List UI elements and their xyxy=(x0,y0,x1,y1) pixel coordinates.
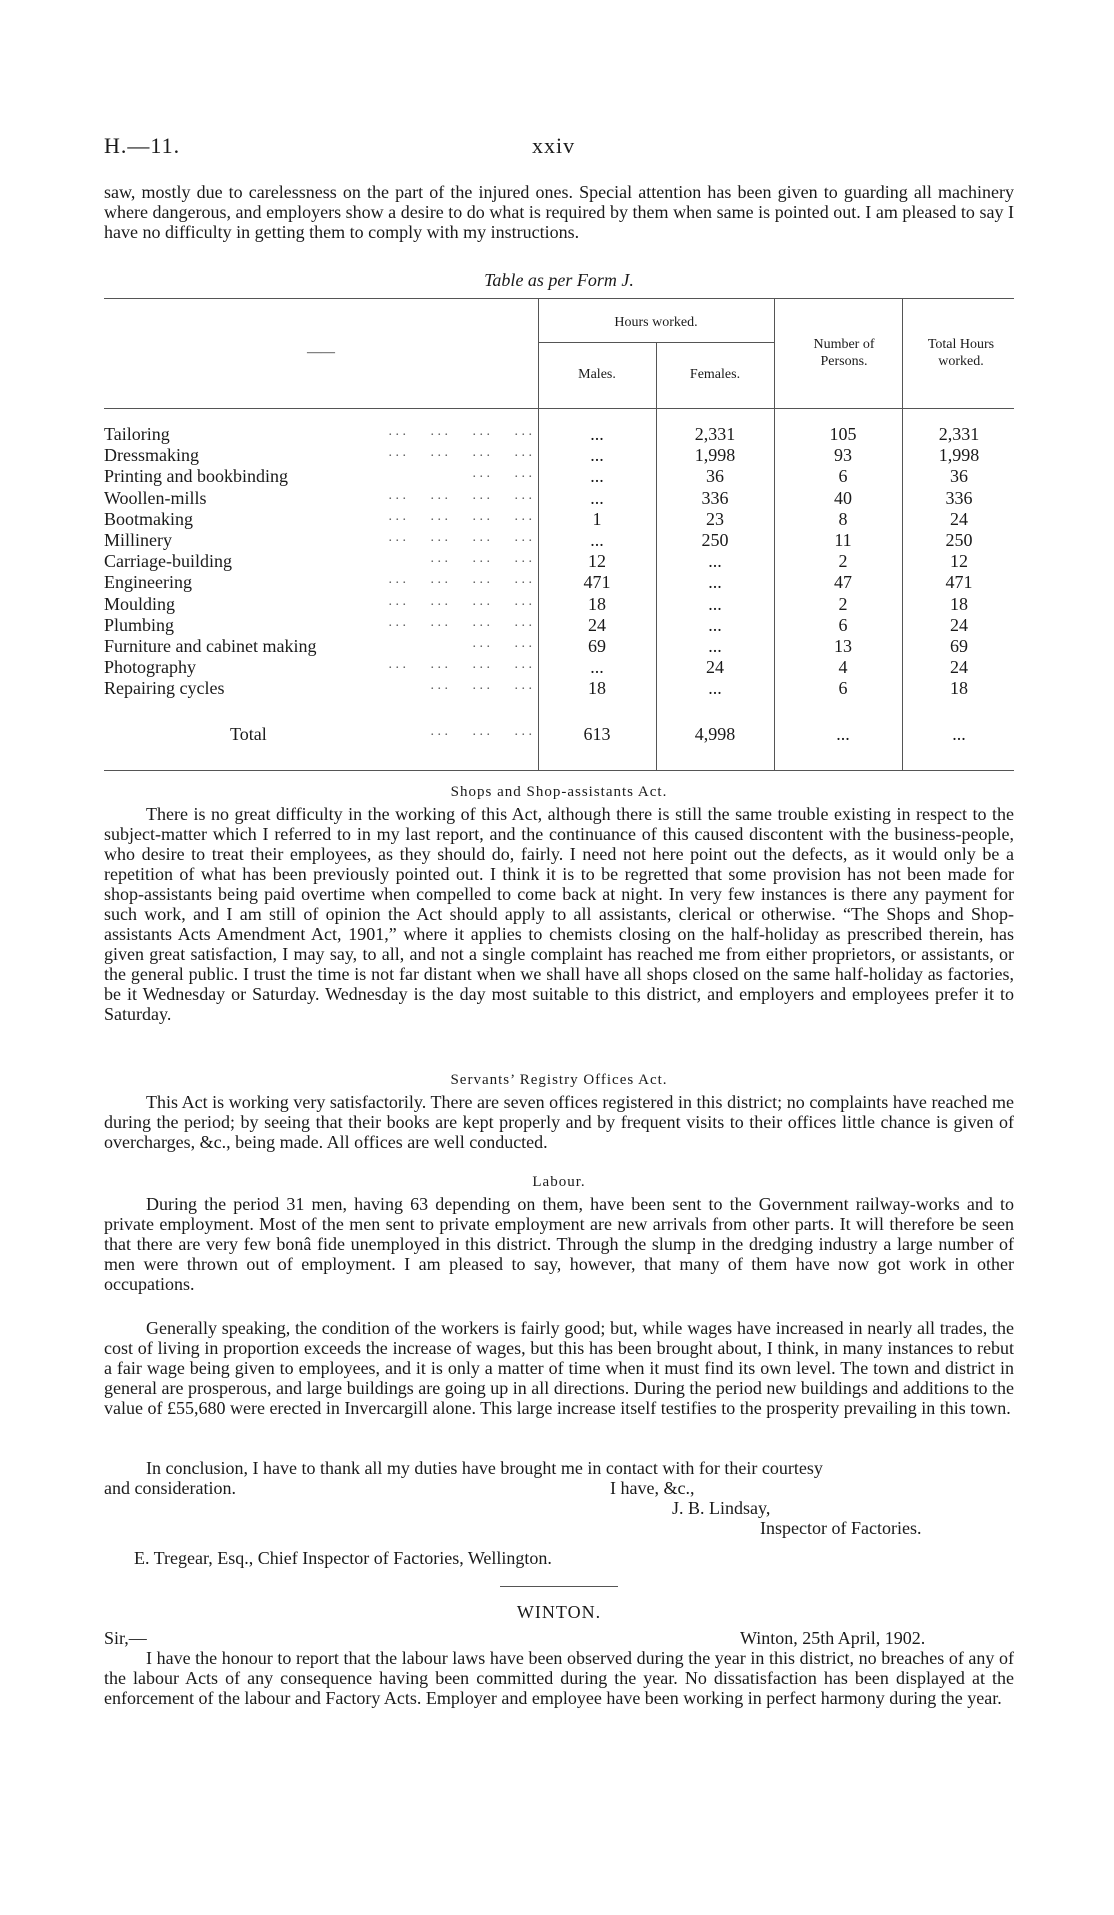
total-hours-cell: 1,998 xyxy=(938,445,980,466)
trade-name: Photography xyxy=(104,657,196,678)
total-females: 4,998 xyxy=(694,724,736,744)
leader-dots: . . . . . . . . . xyxy=(430,724,532,739)
leader-dots: . . . . . . . . . . . . xyxy=(388,508,532,524)
table-row xyxy=(104,572,1014,593)
total-hours-cell: 12 xyxy=(950,551,968,572)
sign-off: I have, &c., xyxy=(610,1478,695,1498)
males-cell: ... xyxy=(590,424,604,444)
header-bottom-rule xyxy=(104,408,1014,409)
trade-name: Engineering xyxy=(104,572,192,593)
table-row xyxy=(104,636,1014,657)
total-hours-cell: 2,331 xyxy=(938,424,980,444)
addressee: E. Tregear, Esq., Chief Inspector of Factories, Wellington. xyxy=(134,1548,552,1568)
salutation: Sir,— xyxy=(104,1628,147,1648)
table-row xyxy=(104,657,1014,678)
total-hours-cell: 471 xyxy=(945,572,973,593)
trade-name: Plumbing xyxy=(104,614,175,635)
total-label: Total xyxy=(230,724,267,744)
servants-paragraph: This Act is working very satisfactorily. There are seven offices registered in this district; no complaints have reached me during the period; by seeing that their books are kept properly and by frequent visits to their offices little chance is given of overcharges, &c., being made. All offices are well conducted. xyxy=(104,1092,1014,1152)
females-header: Females. xyxy=(689,367,741,382)
leader-dots: . . . . . . . . . xyxy=(430,551,532,567)
males-cell: ... xyxy=(590,487,604,508)
males-cell: 18 xyxy=(588,678,606,699)
total-hours-cell: 250 xyxy=(945,530,973,550)
table-bottom-rule xyxy=(104,770,1014,771)
females-cell: 36 xyxy=(706,466,724,487)
leader-dots: . . . . . . xyxy=(472,636,532,651)
trade-name: Millinery xyxy=(104,530,172,550)
females-cell: ... xyxy=(708,614,722,635)
labour-paragraph-1: During the period 31 men, having 63 depending on them, have been sent to the Government railway-works and to private employment. Most of the men sent to private employment are new arrivals from other parts. It will therefore be seen that there are very few bonâ fide unemployed in this district. Through the slump in the dredging industry a large number of men were thrown out of employment. I am pleased to say, however, that many of them have now got work in other occupations. xyxy=(104,1194,1014,1294)
section-divider xyxy=(500,1586,618,1587)
persons-cell: 47 xyxy=(834,572,852,593)
persons-cell: 2 xyxy=(838,593,848,614)
males-cell: 12 xyxy=(588,551,606,572)
persons-cell: 8 xyxy=(838,508,848,529)
table-row xyxy=(104,509,1014,530)
females-cell: ... xyxy=(708,593,722,614)
leader-dots: . . . . . . . . . . . . xyxy=(388,445,532,461)
persons-cell: 6 xyxy=(838,678,848,699)
shops-paragraph: There is no great difficulty in the working of this Act, although there is still the same trouble existing in respect to the subject-matter which I referred to in my last report, and the continuance of this caused discontent with the business-people, who desire to treat their employees, as they should do, fairly. I need not here point out the defects, as it would only be a repetition of what has been previously pointed out. I think it is to be regretted that some provision has not been made for shop-assistants being paid overtime when compelled to come back at night. In very few instances is there any payment for such work, and I am still of opinion the Act should apply to all assistants, clerical or otherwise. “The Shops and Shop-assistants Acts Amendment Act, 1901,” where it applies to chemists closing on the half-holiday as prescribed therein, has given great satisfaction, I may say, to all, and not a single complaint has reached me from either proprietors, or assistants, or the general public. I trust the time is not far distant when we shall have all shops closed on the same half-holiday as factories, be it Wednesday or Saturday. Wednesday is the day most suitable to this district, and employers and employees prefer it to Saturday. xyxy=(104,804,1014,1024)
winton-date: Winton, 25th April, 1902. xyxy=(740,1628,926,1648)
leader-dots: . . . . . . . . . xyxy=(430,678,532,694)
hours-table xyxy=(104,298,1014,770)
females-cell: 24 xyxy=(706,657,724,678)
persons-cell: 2 xyxy=(838,551,848,572)
persons-cell: 6 xyxy=(838,466,848,487)
males-header: Males. xyxy=(578,367,616,382)
trade-name: Printing and bookbinding xyxy=(104,466,288,487)
intro-paragraph: saw, mostly due to carelessness on the part of the injured ones. Special attention has been given to guarding all machinery where dangerous, and employers show a desire to do what is required by them when same is pointed out. I am pleased to say I have no difficulty in getting them to comply with my instructions. xyxy=(104,182,1014,242)
table-row xyxy=(104,678,1014,699)
trade-name: Moulding xyxy=(104,593,176,614)
males-cell: ... xyxy=(590,445,604,466)
trade-name: Tailoring xyxy=(104,424,170,444)
total-hours-header: Total Hours worked. xyxy=(927,337,995,369)
labour-paragraph-2: Generally speaking, the condition of the workers is fairly good; but, while wages have increased in nearly all trades, the cost of living in proportion exceeds the increase of wages, but this has been brought about, I think, in many instances to rebut a fair wage being given to employees, and it is only a matter of time when it must find its own level. The town and district in general are prosperous, and large buildings are going up in all directions. During the period new buildings and additions to the value of £55,680 were erected in Invercargill alone. This large increase itself testifies to the prosperity prevailing in this town. xyxy=(104,1318,1014,1418)
persons-cell: 105 xyxy=(829,424,857,444)
table-caption: Table as per Form J. xyxy=(484,270,634,290)
labour-heading: Labour. xyxy=(532,1174,586,1190)
table-row xyxy=(104,551,1014,572)
persons-cell: 93 xyxy=(834,445,852,466)
persons-cell: 6 xyxy=(838,614,848,635)
females-cell: ... xyxy=(708,572,722,593)
winton-heading: WINTON. xyxy=(516,1602,602,1622)
total-row xyxy=(104,724,1014,745)
table-row xyxy=(104,445,1014,466)
stub-header: —— xyxy=(307,345,335,360)
leader-dots: . . . . . . . . . . . . xyxy=(388,530,532,545)
males-cell: 1 xyxy=(592,508,602,529)
page-number: xxiv xyxy=(532,133,576,158)
total-hours-cell: 18 xyxy=(950,678,968,699)
persons-cell: 13 xyxy=(834,636,852,656)
males-cell: 24 xyxy=(588,614,606,635)
total-males: 613 xyxy=(583,724,611,744)
trade-name: Repairing cycles xyxy=(104,678,225,699)
females-cell: ... xyxy=(708,551,722,572)
table-row xyxy=(104,615,1014,636)
females-cell: 336 xyxy=(701,487,729,508)
males-cell: 471 xyxy=(583,572,611,593)
leader-dots: . . . . . . . . . . . . xyxy=(388,424,532,439)
males-cell: 69 xyxy=(588,636,606,656)
females-cell: 2,331 xyxy=(694,424,736,444)
trade-name: Carriage-building xyxy=(104,551,232,572)
trade-name: Woollen-mills xyxy=(104,487,207,508)
males-cell: ... xyxy=(590,466,604,487)
table-row xyxy=(104,594,1014,615)
servants-heading: Servants’ Registry Offices Act. xyxy=(450,1072,668,1088)
table-top-rule xyxy=(104,298,1014,299)
table-row xyxy=(104,488,1014,509)
table-row xyxy=(104,466,1014,487)
males-cell: ... xyxy=(590,530,604,550)
females-cell: 1,998 xyxy=(694,445,736,466)
total-hours-cell: 36 xyxy=(950,466,968,487)
total-hours-cell: 336 xyxy=(945,487,973,508)
females-cell: 23 xyxy=(706,508,724,529)
total-hours-cell: 24 xyxy=(950,657,968,678)
total-hours-cell: 69 xyxy=(950,636,968,656)
total-persons: ... xyxy=(836,724,850,744)
persons-header: Number of Persons. xyxy=(813,337,875,369)
winton-paragraph: I have the honour to report that the labour laws have been observed during the year in this district, no breaches of any of the labour Acts of any consequence having been committed during the year. No dissatisfaction has been displayed at the enforcement of the labour and Factory Acts. Employer and employee have been working in perfect harmony during the year. xyxy=(104,1648,1014,1708)
table-row xyxy=(104,530,1014,551)
leader-dots: . . . . . . . . . . . . xyxy=(388,487,532,503)
total-hours: ... xyxy=(952,724,966,744)
leader-dots: . . . . . . . . . . . . xyxy=(388,614,532,630)
page-header xyxy=(104,133,1014,163)
persons-cell: 11 xyxy=(834,530,852,550)
males-cell: ... xyxy=(590,657,604,678)
report-reference: H.—11. xyxy=(104,133,181,158)
hours-worked-header: Hours worked. xyxy=(614,315,698,330)
trade-name: Furniture and cabinet making xyxy=(104,636,317,656)
labour-paragraph-3-end: and consideration. xyxy=(104,1478,236,1498)
signatory-title: Inspector of Factories. xyxy=(760,1518,922,1538)
females-cell: 250 xyxy=(701,530,729,550)
females-cell: ... xyxy=(708,678,722,699)
persons-cell: 4 xyxy=(838,657,848,678)
leader-dots: . . . . . . . . . . . . xyxy=(388,593,532,609)
total-hours-cell: 18 xyxy=(950,593,968,614)
shops-heading: Shops and Shop-assistants Act. xyxy=(450,784,668,800)
total-hours-cell: 24 xyxy=(950,614,968,635)
trade-name: Bootmaking xyxy=(104,508,193,529)
total-hours-cell: 24 xyxy=(950,508,968,529)
leader-dots: . . . . . . . . . . . . xyxy=(388,657,532,673)
trade-name: Dressmaking xyxy=(104,445,199,466)
leader-dots: . . . . . . . . . . . . xyxy=(388,572,532,588)
labour-paragraph-3: In conclusion, I have to thank all my duties have brought me in contact with for their courtesy xyxy=(146,1458,823,1478)
persons-cell: 40 xyxy=(834,487,852,508)
males-cell: 18 xyxy=(588,593,606,614)
leader-dots: . . . . . . xyxy=(472,466,532,482)
table-row xyxy=(104,424,1014,445)
signatory-name: J. B. Lindsay, xyxy=(672,1498,771,1518)
females-cell: ... xyxy=(708,636,722,656)
